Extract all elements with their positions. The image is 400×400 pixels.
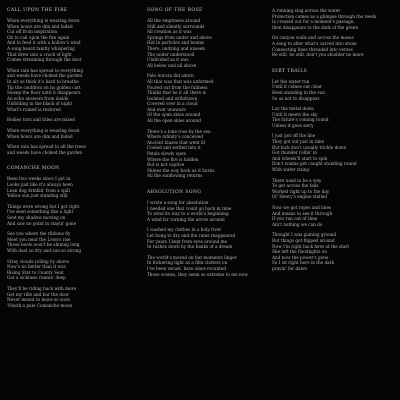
song-title: CALL UPON THE FIRE (7, 8, 68, 13)
stanza (7, 259, 125, 281)
lyric-line: With dust so dry and sun so strong (7, 247, 82, 253)
lyric-line: Now I'm right back here at the start (272, 243, 350, 249)
stanza (7, 18, 125, 63)
stanza (7, 117, 125, 123)
lyric-line: A wind for turning the arrow around (147, 216, 225, 222)
lyric-line: Is crossed out for a moment's passage, (272, 19, 355, 25)
lyric-line: Oh to call upon the fire again (7, 34, 70, 40)
lyric-line: 'Neath a pale Comanche moon (7, 302, 73, 308)
stanza (272, 178, 390, 200)
lyric-line: So I sit right here in the dark (272, 260, 335, 266)
lyrics-column-2 (147, 8, 265, 282)
lyric-line: Still and silently surrounds (147, 23, 205, 29)
lyric-line: There used to be a way (272, 177, 322, 183)
lyric-line: Where infinity's conceived (147, 134, 204, 140)
lyric-line: The under understood (147, 51, 195, 57)
stanza (7, 286, 125, 308)
lyric-line: Those scenes, they seem so extreme to me now (147, 271, 248, 277)
lyric-line: Stray clouds rolling by above (7, 258, 69, 264)
lyric-line: Bodies turn and tides are mixed (7, 117, 75, 123)
lyric-line: Ain't nothing we can do (272, 221, 323, 227)
lyric-line: All the sunflowing returns (147, 173, 203, 179)
lyric-line: Meet you near the Loon's rise (7, 236, 71, 242)
lyric-line: Covered over in a cloud (147, 101, 198, 107)
lyric-line: What's ruined is restored (7, 106, 61, 112)
lyric-line: And saw no point in stayin' gone (7, 220, 77, 226)
stanza (272, 133, 390, 172)
lyric-line: But is not captive (147, 162, 185, 168)
lyric-line: Worked right up to the day (272, 188, 330, 194)
lyric-line: Thinks that be it all there is (147, 90, 206, 96)
lyric-line: Never meant to leave so soon (7, 297, 70, 303)
lyric-line: Of the open skies around (147, 112, 201, 118)
lyric-line: prayin' for dawn (272, 265, 307, 271)
song-block (272, 69, 390, 272)
song-title: SONG OF THE ROSE (147, 8, 203, 13)
lyric-line: Pale Aurora did adorn (147, 73, 194, 79)
lyric-line: And ever unaware (147, 106, 186, 112)
stanza (7, 128, 125, 139)
lyric-line: I washed my clothes in a holy river (147, 227, 222, 233)
lyric-line: Those boots won't be shining long (7, 242, 80, 248)
lyric-line: and weeds have choked the garden (7, 73, 83, 79)
lyric-line: They got out just in time (272, 139, 325, 145)
stanza (147, 18, 265, 68)
lyric-line: When everything is wearing down (7, 128, 80, 134)
lyric-line: All below and all above (147, 62, 197, 68)
stanza (7, 231, 125, 253)
lyric-line: Been two weeks since I got in (7, 176, 71, 182)
lyric-line: Let hung to dry and the rains reappeared (147, 232, 236, 238)
song-block (147, 8, 265, 179)
lyric-line: Get my rifle and bar the door (7, 291, 70, 297)
stanza (147, 73, 265, 123)
lyric-line: But things got flipped around (272, 237, 335, 243)
stanza (272, 8, 390, 30)
lyric-line: All the open skies around (147, 118, 202, 124)
lyric-line: All that was that was unformed (147, 78, 214, 84)
lyrics-column-3 (272, 8, 390, 277)
lyric-line: In rushes down by the banks of a dream (147, 244, 233, 250)
lyric-line: On canyon walls and across the mesas (272, 35, 354, 41)
lyric-line: Thought I was gaining ground (272, 232, 337, 238)
stanza (147, 227, 265, 249)
lyric-line: Until it meets the sky (272, 111, 318, 117)
lyric-line: The world's moved on but moments linger (147, 254, 237, 260)
lyric-line: Shines the way back as it burns (147, 167, 215, 173)
stanza (147, 255, 265, 277)
lyrics-column-1 (7, 8, 125, 313)
stanza (7, 176, 125, 198)
lyric-line: Lay the metal down (272, 106, 314, 112)
song-block (147, 190, 265, 277)
lyric-line: When hours are dim and faded (7, 133, 73, 139)
lyric-line: An echo answers from inside (7, 95, 69, 101)
lyric-line: Yellow sun just standing still (7, 193, 68, 199)
lyric-line: And now the power's gone (272, 254, 329, 260)
stanza (272, 205, 390, 227)
lyric-line: then disappears to the dark of the green (272, 24, 359, 30)
lyric-line: Springs from under and above (147, 34, 212, 40)
lyric-line: See you where the ribbons fly (7, 231, 71, 237)
lyric-line: Undivided as it was (147, 57, 189, 63)
lyric-line: Sent my shadow moving on (7, 215, 66, 220)
lyric-line: Tip the cauldron on its golden cart (7, 84, 81, 90)
song-title: DIRT TRAILS (272, 68, 308, 74)
lyric-line: Cooled and settled into it (147, 145, 201, 151)
lyric-line: They'll be riding back with more (7, 285, 77, 291)
lyric-line: I just got off the line (272, 133, 316, 139)
lyric-line: Unfolding in the black of night (7, 101, 73, 107)
lyric-line: Sweep the floor until it disappears (7, 90, 81, 96)
stanza (7, 144, 125, 155)
stanza (7, 204, 125, 226)
lyric-line: And to feed it with a hollow's wind (7, 40, 81, 46)
lyric-line: That drew into a crack of light (7, 51, 72, 57)
lyric-line: And wheels'll start to spin (272, 155, 328, 161)
lyric-line: Now we got ropes and lines (272, 205, 332, 211)
lyric-line: Looks just like it's always been (7, 182, 73, 188)
lyric-line: Until it comes out clear (272, 84, 322, 90)
song-block (272, 8, 390, 58)
lyric-line: To wind its way to a world's beginning (147, 211, 229, 217)
stanza (272, 106, 390, 128)
lyric-line: Cut off from inspiration (7, 29, 58, 35)
lyric-line: And means to see it through (272, 210, 333, 216)
lyric-line: Hid in particles and beams (147, 40, 205, 46)
lyric-line: Comes streaming through the door (7, 57, 82, 63)
lyric-line: I've been recast, have since recanted (147, 265, 227, 271)
stanza (272, 35, 390, 57)
song-block (7, 166, 125, 308)
lyric-line: Got a sickness runnin' deep (7, 275, 66, 281)
lyric-line: A running stag across the water (272, 8, 341, 13)
lyric-line: So as not to disappear (272, 95, 320, 101)
lyric-line: Ol' Henry's engine stalled (272, 194, 327, 200)
lyric-line: In flickering light as a film clatters on (147, 260, 228, 266)
lyric-line: All creation as it was (147, 29, 192, 35)
lyric-line: But luck don't usually trickle down (272, 144, 347, 150)
lyric-line: There's a lone rose by the sea (147, 128, 211, 134)
lyric-line: Poured out from the fullness (147, 84, 208, 90)
stanza (147, 200, 265, 222)
lyric-line: If you run out of time (272, 216, 318, 222)
lyric-line: She left the floodlights on (272, 249, 327, 255)
lyric-line: A song to alter what's carved into stone (272, 40, 357, 46)
song-title: ABSOLUTION SONG (147, 190, 202, 196)
lyric-line: When rain has spread to everything (7, 67, 84, 73)
lyric-line: Let the water run (272, 78, 310, 84)
lyric-line: In air so thick it's hard to breathe (7, 78, 79, 84)
lyric-line: With water rising (272, 167, 310, 173)
lyric-line: There, undying and unseen (147, 45, 205, 51)
lyric-line: The future's coming round (272, 117, 329, 123)
lyric-line: I've seen something like a light (7, 209, 74, 215)
lyric-line: Protection comes as a glimpse through the reeds (272, 13, 377, 19)
lyric-line: Rising Star to County Seat (7, 269, 64, 275)
stanza (147, 129, 265, 179)
lyric-line: When everything is wearing down (7, 17, 80, 23)
lyric-line: and weeds have choked the garden (7, 149, 83, 155)
lyric-line: Ancient blazes that went lit (147, 139, 206, 145)
lyric-line: When rain has spread to all the trees (7, 144, 86, 150)
stanza (272, 79, 390, 101)
stanza (272, 232, 390, 271)
lyric-line: Got thunder rollin' in (272, 150, 317, 156)
lyric-line: Where the fire is hidden (147, 156, 199, 162)
song-block (7, 8, 125, 155)
lyric-line: Unless it goes awry (272, 122, 314, 128)
lyric-line: Things were wrong but I got right (7, 203, 80, 209)
lyric-line: Connecting lines threaded into verses (272, 46, 353, 52)
lyric-line: All the emptiness around (147, 17, 201, 23)
lyric-line: To get across the falls (272, 183, 319, 189)
song-title: COMANCHE MOON (7, 166, 60, 172)
lyric-line: Don't wanna get caught standing round (272, 161, 357, 167)
lyric-line: Petals slowly open (147, 151, 187, 157)
lyric-line: When hours are dim and faded (7, 23, 73, 29)
lyric-line: I wrote a song for absolution (147, 200, 209, 205)
lyric-line: Lean dog drinkin' from a spill (7, 187, 70, 193)
lyric-line: Now's no better than it was (7, 264, 66, 270)
lyric-line: For years I kept from eyes around me (147, 238, 228, 244)
stanza (7, 68, 125, 113)
lyric-line: A song heard faintly whispering (7, 45, 75, 51)
lyric-line: Been standing in the sun (272, 89, 325, 95)
lyric-line: Isolated and withdrawn (147, 95, 198, 101)
lyric-line: I needed one that could go back in time (147, 205, 232, 211)
lyric-line: Be still, be still, don't you shudder no more (272, 52, 364, 58)
